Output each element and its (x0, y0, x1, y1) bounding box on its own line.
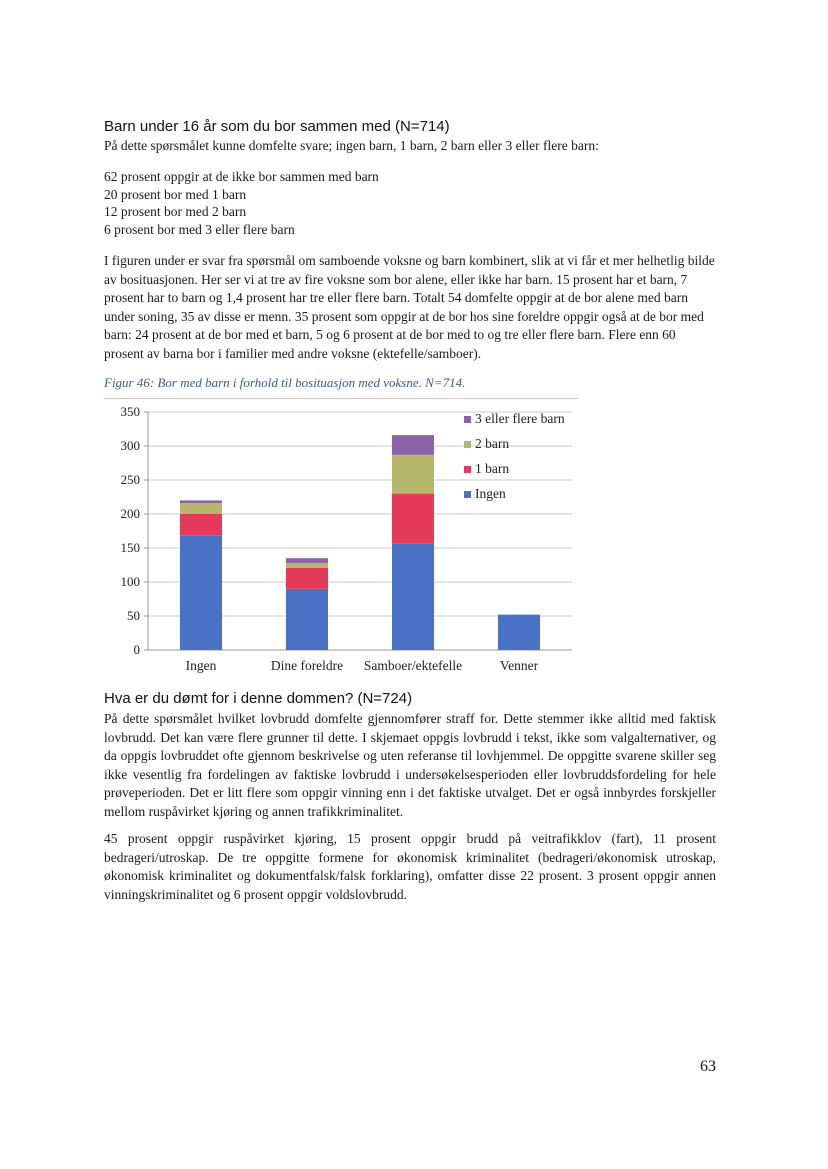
legend-swatch (464, 416, 471, 423)
y-tick-label: 0 (133, 642, 140, 657)
list-item: 62 prosent oppgir at de ikke bor sammen med barn (104, 169, 379, 184)
legend-swatch (464, 466, 471, 473)
x-tick-label: Dine foreldre (270, 658, 344, 673)
legend-label: 1 barn (475, 461, 510, 476)
stacked-bar-chart (100, 400, 580, 680)
bar-segment (392, 455, 434, 494)
y-tick-label: 50 (127, 608, 140, 623)
bar-segment (286, 558, 328, 563)
legend-swatch (464, 441, 471, 448)
x-tick-label: Venner (499, 658, 539, 673)
bar-segment (392, 543, 434, 650)
offence-paragraph-1: På dette spørsmålet hvilket lovbrudd domfelte gjennomfører straff for. Dette stemmer ikke alltid med faktisk lovbrudd. Det kan være flere grunner til dette. I skjemaet oppgis lovbrudd i tekst, ikke som valgalternativer, og da oppgis lovbruddet ofte gjennom beskrivelse og uten referanse til lovhjemmel. De oppgitte svarene skiller seg ikke vesentlig fra fordelingen av faktiske lovbrudd i undersøkelsesperioden eller lovbruddsfordeling for hele prøveperioden. Det er litt flere som oppgir vinning enn i det faktiske utvalget. Det er også innbyrdes forskjeller mellom ruspåvirket kjøring og annen trafikkriminalitet. (104, 711, 716, 819)
y-tick-label: 250 (120, 472, 140, 487)
y-tick-label: 150 (120, 540, 140, 555)
bar-segment (392, 435, 434, 455)
x-tick-label: Ingen (185, 658, 217, 673)
bar-segment (180, 503, 222, 514)
y-tick-label: 350 (120, 404, 140, 419)
bar-segment (286, 563, 328, 568)
section-heading-children: Barn under 16 år som du bor sammen med (N=714) (104, 118, 450, 135)
bar-segment (180, 500, 222, 503)
bar-segment (286, 568, 328, 589)
bar-segment (498, 615, 540, 650)
y-tick-label: 300 (120, 438, 140, 453)
list-item: 6 prosent bor med 3 eller flere barn (104, 221, 295, 237)
list-item: 20 prosent bor med 1 barn (104, 186, 247, 202)
children-stats-list (104, 168, 379, 238)
legend-label: 3 eller flere barn (475, 411, 565, 426)
household-paragraph: I figuren under er svar fra spørsmål om samboende voksne og barn kombinert, slik at vi får et mer helhetlig bilde av bosituasjonen. Her ser vi at tre av fire voksne som bor alene, eller ikke har barn. 15 prosent har et barn, 7 prosent har to barn og 1,4 prosent har tre eller flere barn. Totalt 54 domfelte oppgir at de bor alene med barn under soning, 35 av disse er menn. 35 prosent som oppgir at de bor hos sine foreldre oppgir også at de bor med barn: 24 prosent at de bor med et barn, 5 og 6 prosent at de bor med to og tre eller flere barn. Flere enn 60 prosent av barna bor i familier med andre voksne (ektefelle/samboer). (104, 253, 715, 361)
page-number: 63 (700, 1058, 716, 1075)
intro-text: På dette spørsmålet kunne domfelte svare; ingen barn, 1 barn, 2 barn eller 3 eller flere barn: (104, 138, 599, 153)
bar-segment (180, 514, 222, 536)
bar-segment (286, 589, 328, 650)
y-tick-label: 200 (120, 506, 140, 521)
legend-label: 2 barn (475, 436, 510, 451)
bar-segment (180, 536, 222, 650)
caption-divider (104, 398, 578, 399)
x-tick-label: Samboer/ektefelle (363, 658, 463, 673)
list-item: 12 prosent bor med 2 barn (104, 204, 247, 219)
figure-caption: Figur 46: Bor med barn i forhold til bosituasjon med voksne. N=714. (104, 375, 466, 390)
offence-paragraph-2: 45 prosent oppgir ruspåvirket kjøring, 15 prosent oppgir brudd på veitrafikklov (fart), 11 prosent bedrageri/utroskap. De tre oppgitte formene for økonomisk kriminalitet (bedrageri/økonomisk utroskap, økonomisk kriminalitet og dokumentfalsk/falsk forklaring), omfatter disse 22 prosent. 3 prosent oppgir annen vinningskriminalitet og 6 prosent oppgir voldslovbrudd. (104, 831, 716, 902)
section-heading-offence: Hva er du dømt for i denne dommen? (N=724) (104, 690, 413, 707)
bar-segment (392, 494, 434, 544)
legend-label: Ingen (475, 486, 506, 501)
y-tick-label: 100 (120, 574, 140, 589)
legend-swatch (464, 491, 471, 498)
